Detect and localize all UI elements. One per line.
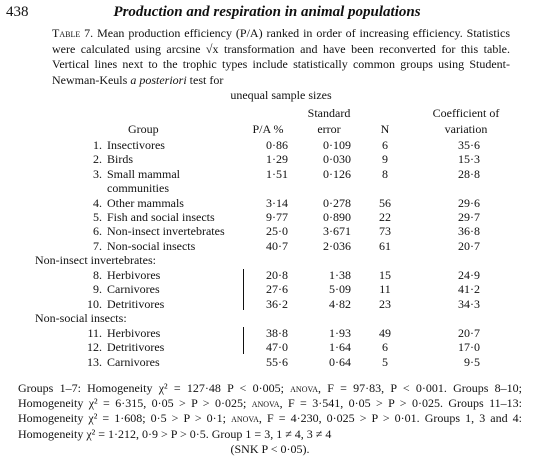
rows-main <box>18 138 518 253</box>
row-number: 4. <box>93 195 102 210</box>
row-number: 2. <box>93 152 102 167</box>
group-name: Detritivores <box>107 296 165 311</box>
cv-value: 36·8 <box>458 224 480 239</box>
n-value: 73 <box>379 224 391 239</box>
se-value: 0·030 <box>323 152 351 167</box>
pa-value: 38·8 <box>266 325 288 340</box>
group-name: Non-social insects <box>107 238 196 253</box>
rows-non-social <box>18 326 518 369</box>
pa-value: 1·29 <box>266 152 288 167</box>
se-value: 5·09 <box>329 282 351 297</box>
header-se-1: Standard <box>307 106 351 120</box>
section-title-non-insect: Non-insect invertebrates: <box>35 253 156 268</box>
page-number: 438 <box>6 4 29 20</box>
n-value: 6 <box>382 340 388 355</box>
caption-text-1: Mean production efficiency (P/A) ranked in order of increasing efficiency. Statistics were calculated using arcsine √x transformation and have been reconverted for this table. Vertical lines next to the trophic types include statistically common groups using Student-Newman-Keuls <box>52 26 511 87</box>
row-number: 13. <box>87 354 102 369</box>
se-value: 3·671 <box>323 224 351 239</box>
table-row <box>18 210 518 224</box>
table-row <box>18 196 518 210</box>
table-header-row <box>18 106 518 138</box>
footnote-text-2: , F = 97·83, P < 0·001. Groups 8–10; Homogeneity χ² = 6·315, 0·05 > P > 0·025; <box>18 381 522 411</box>
n-value: 6 <box>382 138 388 152</box>
table-row <box>18 167 518 181</box>
cv-value: 34·3 <box>458 296 480 311</box>
table-row <box>18 152 518 166</box>
data-table <box>18 106 518 369</box>
group-name: Insectivores <box>107 138 165 152</box>
cv-value: 29·6 <box>458 195 480 210</box>
cv-value: 28·8 <box>458 166 480 181</box>
table-row <box>18 239 518 253</box>
n-value: 23 <box>379 296 391 311</box>
pa-value: 1·51 <box>266 166 288 181</box>
cv-value: 20·7 <box>458 325 480 340</box>
cv-value: 35·6 <box>458 138 480 152</box>
pa-value: 55·6 <box>266 354 288 369</box>
n-value: 49 <box>379 325 391 340</box>
group-name: Detritivores <box>107 340 165 355</box>
header-cv-1: Coefficient of <box>432 106 500 120</box>
pa-value: 40·7 <box>266 238 288 253</box>
pa-value: 25·0 <box>266 224 288 239</box>
n-value: 56 <box>379 195 391 210</box>
group-name: Birds <box>107 152 134 167</box>
se-value: 1·38 <box>329 267 351 282</box>
row-number: 5. <box>93 209 102 224</box>
page-header <box>6 4 528 22</box>
header-pa: P/A % <box>252 122 284 136</box>
group-name: Other mammals <box>107 195 184 210</box>
footnote-end: (SNK P < 0·05). <box>230 441 310 456</box>
group-name: Herbivores <box>107 325 161 340</box>
header-n: N <box>380 122 390 136</box>
se-value: 1·93 <box>329 325 351 340</box>
table-row <box>18 282 518 296</box>
footnote-text-4: , F = 4·230, 0·025 > P > 0·01. Groups 1, 3 and 4: Homogeneity χ² = 1·212, 0·9 > P > 0·5. Group 1 = 3, 1 ≠ 4, 3 ≠ 4 <box>18 411 523 441</box>
running-title: Production and respiration in animal populations <box>113 4 421 20</box>
rows-non-insect <box>18 268 518 311</box>
cv-value: 41·2 <box>458 282 480 297</box>
pa-value: 0·86 <box>266 138 288 152</box>
row-number: 11. <box>87 325 102 340</box>
table-footnote <box>18 381 522 457</box>
cv-value: 9·5 <box>464 354 480 369</box>
table-row <box>18 224 518 238</box>
row-number: 6. <box>93 224 102 239</box>
row-number: 12. <box>87 340 102 355</box>
se-value: 0·126 <box>323 166 351 181</box>
pa-value: 3·14 <box>266 195 288 210</box>
cv-value: 24·9 <box>458 267 480 282</box>
table-row <box>18 297 518 311</box>
table-row <box>18 268 518 282</box>
pa-value: 36·2 <box>266 296 288 311</box>
pa-value: 27·6 <box>266 282 288 297</box>
row-number: 3. <box>93 166 102 181</box>
row-number: 1. <box>93 138 102 152</box>
row-number: 8. <box>93 267 102 282</box>
footnote-text-3: , F = 3·541, 0·05 > P > 0·025. Groups 11–13: Homogeneity χ² = 1·608; 0·5 > P > 0·1; <box>18 396 522 426</box>
header-cv-2: variation <box>444 122 488 136</box>
se-value: 0·64 <box>329 354 351 369</box>
group-name: Fish and social insects <box>107 209 215 224</box>
row-number: 9. <box>93 282 102 297</box>
group-name: Non-insect invertebrates <box>107 224 225 239</box>
caption-italic: a posteriori <box>130 72 187 87</box>
pa-value: 20·8 <box>266 267 288 282</box>
table-row <box>18 138 518 152</box>
anova-label: anova <box>231 411 259 426</box>
cv-value: 17·0 <box>458 340 480 355</box>
n-value: 22 <box>379 209 391 224</box>
cv-value: 15·3 <box>458 152 480 167</box>
cv-value: 29·7 <box>458 209 480 224</box>
n-value: 15 <box>379 267 391 282</box>
table-row <box>18 340 518 354</box>
caption-last-line: unequal sample sizes <box>230 88 332 102</box>
cv-value: 20·7 <box>458 238 480 253</box>
table-row <box>18 355 518 369</box>
table-caption <box>52 26 510 104</box>
n-value: 5 <box>382 354 388 369</box>
se-value: 0·109 <box>323 138 351 152</box>
anova-label: anova <box>251 396 280 411</box>
row-number: 10. <box>87 296 102 311</box>
table-row <box>18 181 518 195</box>
section-title-non-social: Non-social insects: <box>35 311 127 326</box>
se-value: 0·278 <box>323 195 351 210</box>
n-value: 61 <box>379 238 391 253</box>
se-value: 0·890 <box>323 209 351 224</box>
n-value: 9 <box>382 152 388 167</box>
se-value: 2·036 <box>323 238 351 253</box>
table-row <box>18 326 518 340</box>
pa-value: 47·0 <box>266 340 288 355</box>
group-name: Carnivores <box>107 354 160 369</box>
table-label: Table 7. <box>52 26 94 40</box>
pa-value: 9·77 <box>266 209 288 224</box>
n-value: 8 <box>382 166 388 181</box>
header-group: Group <box>128 122 159 136</box>
group-name: Carnivores <box>107 282 160 297</box>
group-name: communities <box>107 181 169 196</box>
row-number: 7. <box>93 238 102 253</box>
n-value: 11 <box>379 282 391 297</box>
anova-label: anova <box>290 381 318 395</box>
caption-text-2: test for <box>186 72 224 87</box>
group-name: Herbivores <box>107 267 161 282</box>
group-name: Small mammal <box>107 166 180 181</box>
footnote-text-1: Groups 1–7: Homogeneity χ² = 127·48 P < 0·005; <box>18 381 291 395</box>
header-se-2: error <box>317 122 341 136</box>
se-value: 4·82 <box>329 296 351 311</box>
se-value: 1·64 <box>329 340 351 355</box>
